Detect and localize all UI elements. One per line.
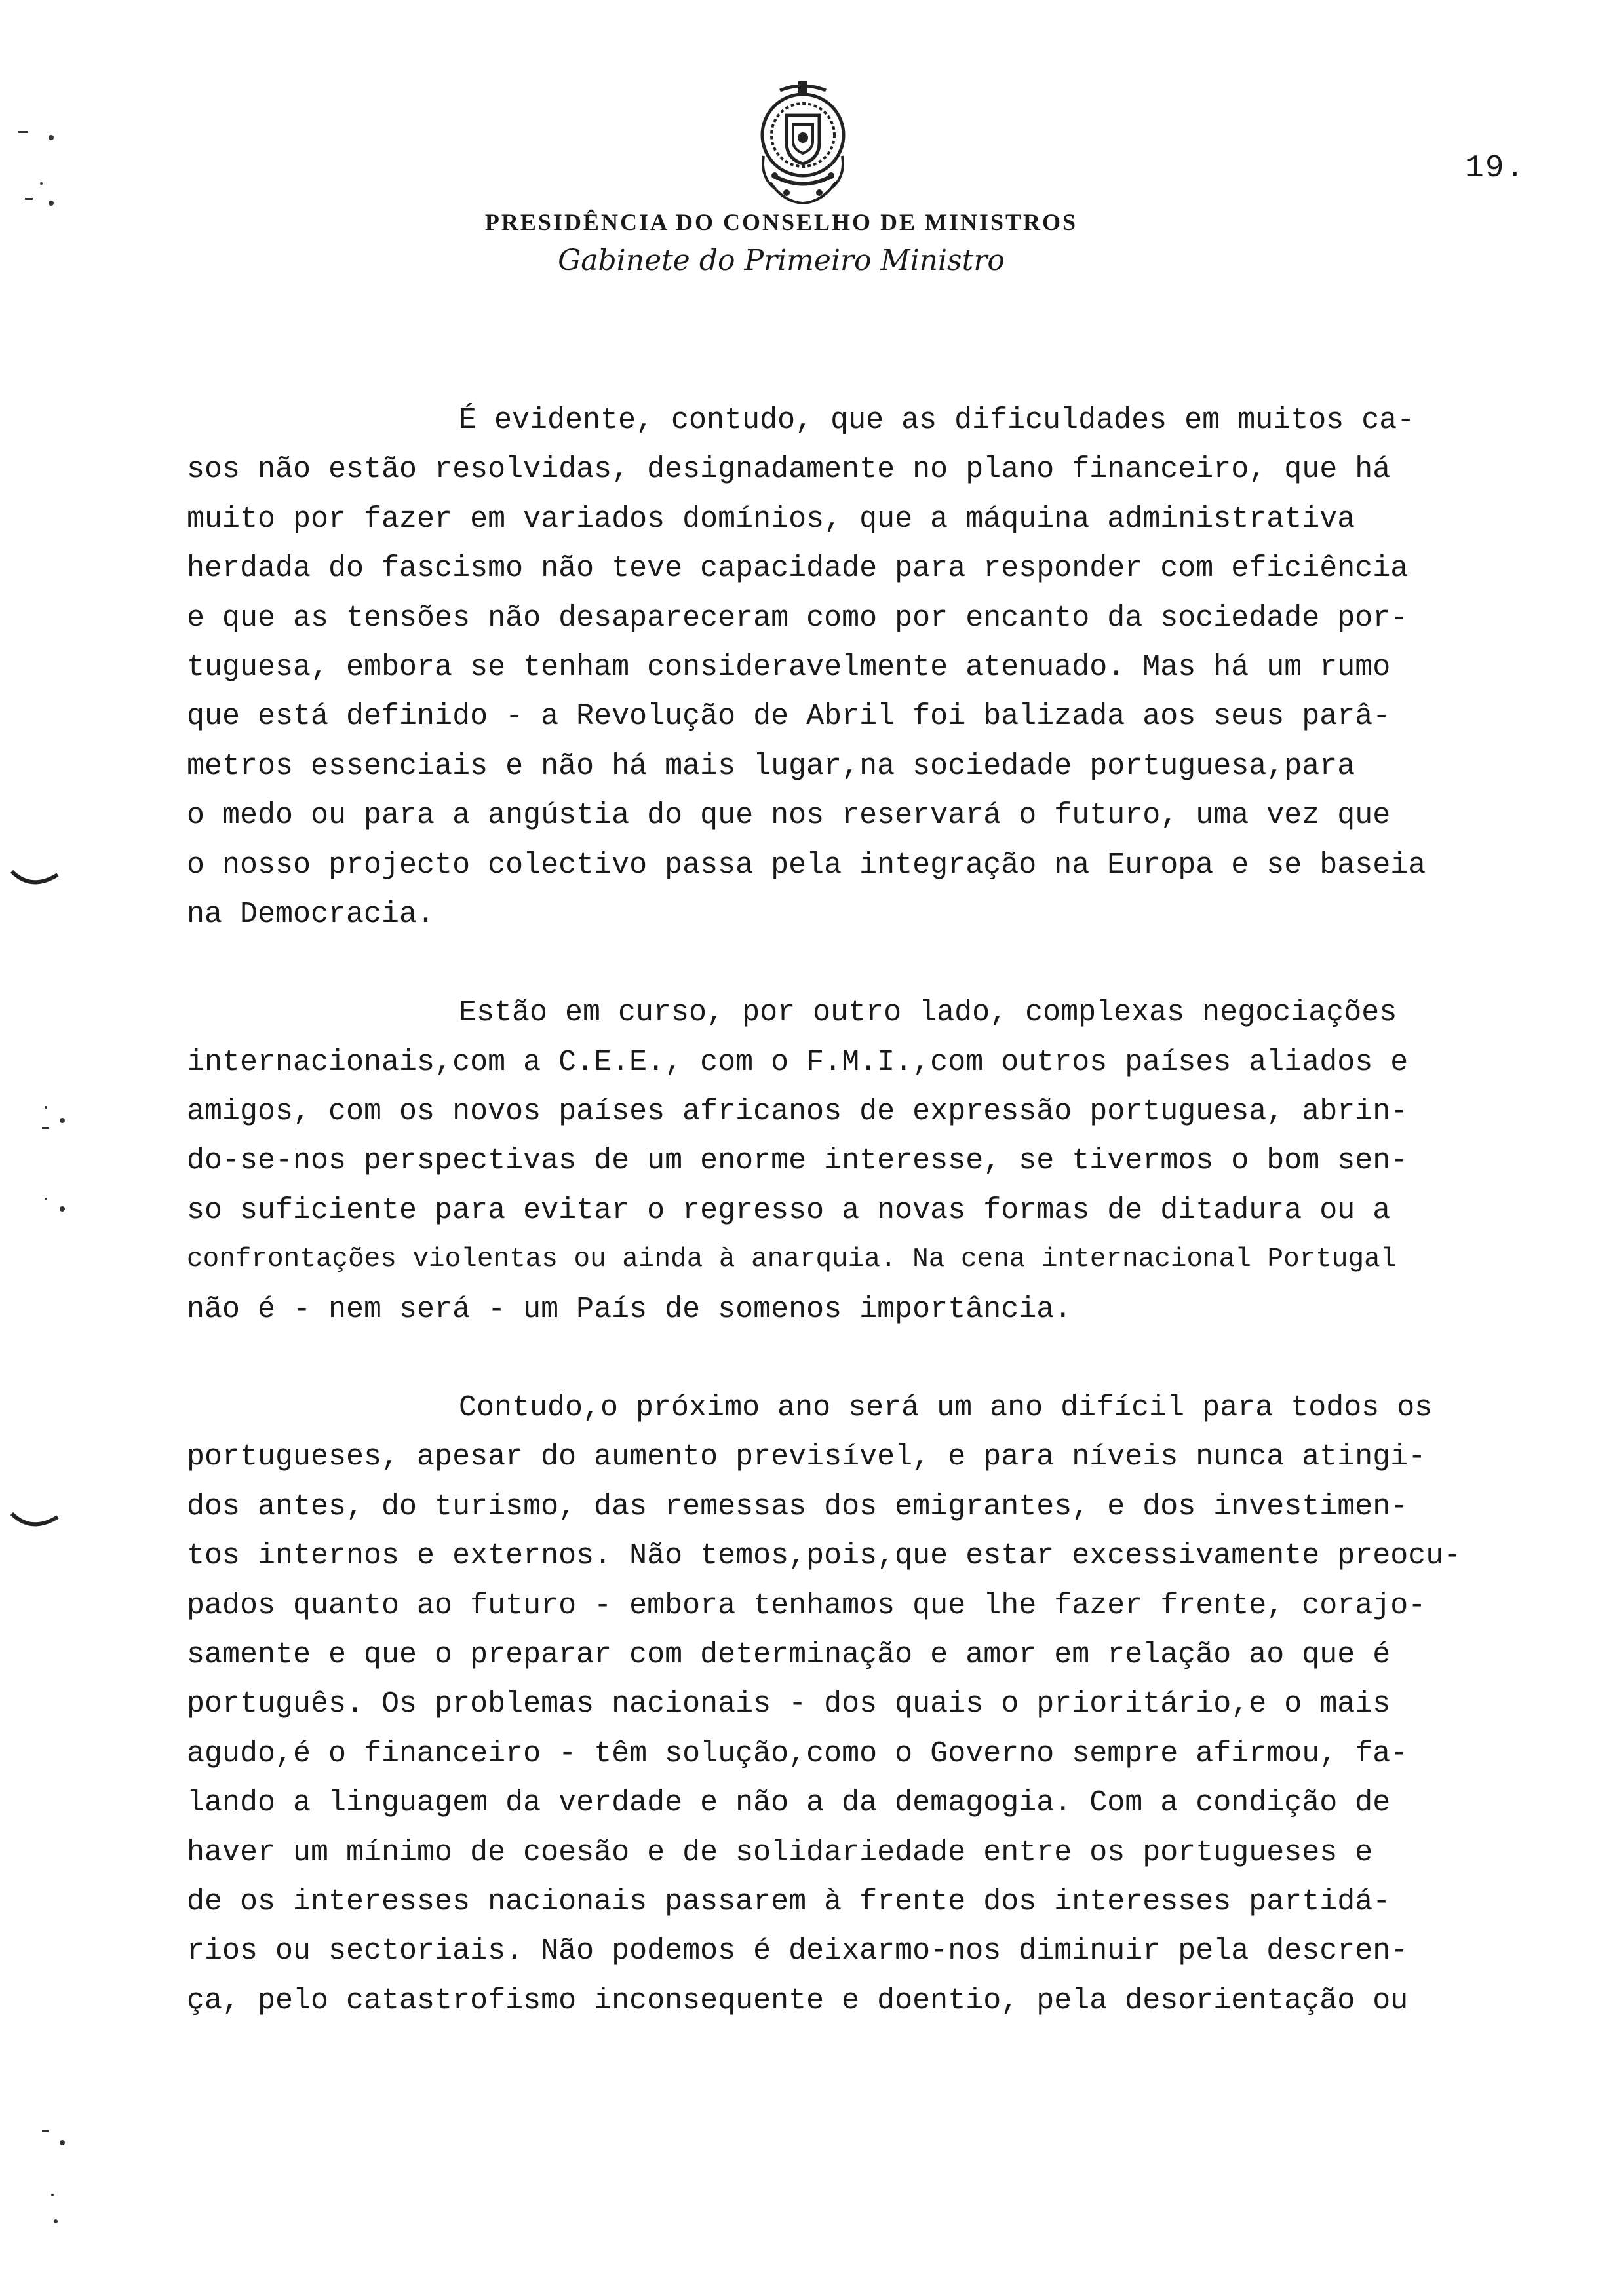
- organization-name: PRESIDÊNCIA DO CONSELHO DE MINISTROS: [484, 209, 1078, 235]
- text-line: do-se-nos perspectivas de um enorme interesse, se tivermos o bom sen-: [187, 1144, 1409, 1178]
- text-line: pados quanto ao futuro - embora tenhamos que lhe fazer frente, corajo-: [187, 1588, 1426, 1622]
- text-line: na Democracia.: [187, 897, 435, 931]
- text-line: portugueses, apesar do aumento previsível, e para níveis nunca atingi-: [187, 1440, 1426, 1474]
- text-line: samente e que o preparar com determinação e amor em relação ao que é: [187, 1637, 1391, 1672]
- text-line: muito por fazer em variados domínios, que a máquina administrativa: [187, 502, 1355, 536]
- text-line: Estão em curso, por outro lado, complexas negociações: [459, 996, 1397, 1030]
- paragraph-2: [187, 988, 1573, 1334]
- page-number: 19.: [1465, 151, 1526, 186]
- text-line: português. Os problemas nacionais - dos quais o prioritário,e o mais: [187, 1687, 1391, 1721]
- text-line: É evidente, contudo, que as dificuldades em muitos ca-: [459, 404, 1415, 437]
- margin-mark-icon: [5, 1494, 64, 1546]
- text-line: dos antes, do turismo, das remessas dos emigrantes, e dos investimen-: [187, 1489, 1409, 1523]
- margin-mark-icon: [26, 1088, 72, 1232]
- text-line: so suficiente para evitar o regresso a novas formas de ditadura ou a: [187, 1193, 1391, 1227]
- text-line: o medo ou para a angústia do que nos reservará o futuro, uma vez que: [187, 799, 1391, 833]
- coat-of-arms-icon: [734, 77, 872, 208]
- body-text: [187, 396, 1573, 2025]
- text-line: tuguesa, embora se tenham consideravelmente atenuado. Mas há um rumo: [187, 650, 1391, 684]
- text-line: ça, pelo catastrofismo inconsequente e doentio, pela desorientação ou: [187, 1983, 1409, 2018]
- text-line: amigos, com os novos países africanos de expressão portuguesa, abrin-: [187, 1095, 1409, 1129]
- paragraph-1: [187, 396, 1573, 939]
- text-line: confrontações violentas ou ainda à anarquia. Na cena internacional Portugal: [187, 1244, 1397, 1275]
- margin-mark-icon: [5, 852, 64, 904]
- text-line: Contudo,o próximo ano será um ano difícil para todos os: [459, 1391, 1433, 1425]
- text-line: haver um mínimo de coesão e de solidariedade entre os portugueses e: [187, 1835, 1373, 1869]
- text-line: sos não estão resolvidas, designadamente no plano financeiro, que há: [187, 453, 1391, 487]
- text-line: herdada do fascismo não teve capacidade para responder com eficiência: [187, 552, 1409, 586]
- text-line: tos internos e externos. Não temos,pois,que estar excessivamente preocu-: [187, 1539, 1462, 1573]
- office-name: Gabinete do Primeiro Ministro: [558, 244, 1005, 277]
- paragraph-3: [187, 1383, 1573, 2025]
- text-line: de os interesses nacionais passarem à frente dos interesses partidá-: [187, 1885, 1391, 1919]
- text-line: não é - nem será - um País de somenos importância.: [187, 1292, 1072, 1326]
- text-line: lando a linguagem da verdade e não a da demagogia. Com a condição de: [187, 1786, 1391, 1820]
- text-line: metros essenciais e não há mais lugar,na sociedade portuguesa,para: [187, 749, 1355, 783]
- margin-mark-icon: [26, 2116, 72, 2248]
- margin-mark-icon: [5, 111, 64, 242]
- text-line: internacionais,com a C.E.E., com o F.M.I.,com outros países aliados e: [187, 1045, 1409, 1079]
- text-line: que está definido - a Revolução de Abril foi balizada aos seus parâ-: [187, 700, 1391, 734]
- text-line: rios ou sectoriais. Não podemos é deixarmo-nos diminuir pela descren-: [187, 1934, 1409, 1968]
- text-line: agudo,é o financeiro - têm solução,como o Governo sempre afirmou, fa-: [187, 1736, 1409, 1770]
- text-line: e que as tensões não desapareceram como por encanto da sociedade por-: [187, 601, 1409, 635]
- text-line: o nosso projecto colectivo passa pela integração na Europa e se baseia: [187, 848, 1426, 882]
